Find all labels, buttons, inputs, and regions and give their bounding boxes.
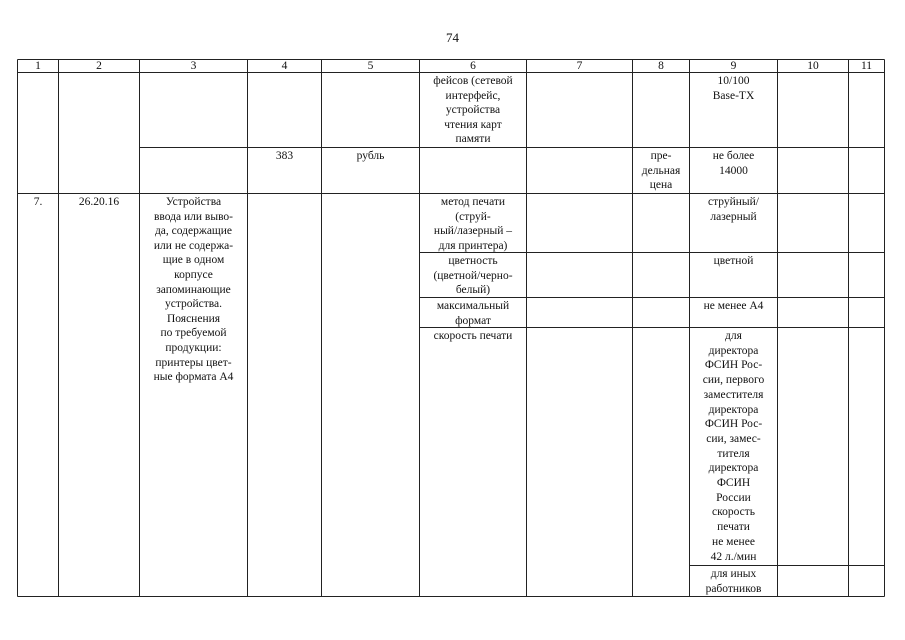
- header-col-8: 8: [658, 60, 664, 72]
- header-col-10: 10: [807, 60, 819, 72]
- header-col-1: 1: [35, 60, 41, 72]
- page-number: 74: [446, 30, 459, 45]
- value-max-format: не менее А4: [703, 300, 764, 312]
- characteristic-max-format: максимальный формат: [436, 300, 510, 327]
- value-color: цветной: [713, 255, 754, 267]
- price-label: пре- дельная цена: [641, 150, 681, 192]
- item-okpd-code: 26.20.16: [78, 196, 120, 208]
- item-number: 7.: [33, 196, 43, 208]
- continuation-characteristic: фейсов (сетевой интерфейс, устройства чтения карт памяти: [433, 75, 513, 146]
- price-value: не более 14000: [712, 150, 755, 177]
- header-col-6: 6: [470, 60, 476, 72]
- value-other-employees: для иных работников: [705, 568, 762, 595]
- characteristic-print-speed: скорость печати: [433, 330, 513, 342]
- header-col-3: 3: [190, 60, 197, 72]
- price-unit-code: 383: [275, 150, 294, 162]
- header-col-9: 9: [730, 60, 737, 72]
- header-col-5: 5: [367, 60, 374, 72]
- continuation-value: 10/100 Base-TX: [712, 75, 755, 102]
- header-col-7: 7: [576, 60, 583, 72]
- header-col-11: 11: [860, 60, 873, 72]
- header-col-2: 2: [96, 60, 102, 72]
- value-print-method: струйный/ лазерный: [707, 196, 759, 223]
- item-description: Устройства ввода или выво- да, содержащие или не содержа- щие в одном корпусе запоминающие устройства. Пояснения по требуемой продукции: принтеры цвет- ные формата А4: [153, 196, 234, 384]
- characteristic-print-method: метод печати (струй- ный/лазерный – для принтера): [433, 196, 513, 252]
- price-unit-name: рубль: [356, 150, 385, 162]
- value-print-speed: для директора ФСИН Рос- сии, первого заместителя директора ФСИН Рос- сии, замес- тителя директора ФСИН России скорость печати не менее 42 л./мин: [702, 330, 765, 563]
- header-col-4: 4: [281, 60, 288, 72]
- characteristic-color: цветность (цветной/черно- белый): [433, 255, 513, 297]
